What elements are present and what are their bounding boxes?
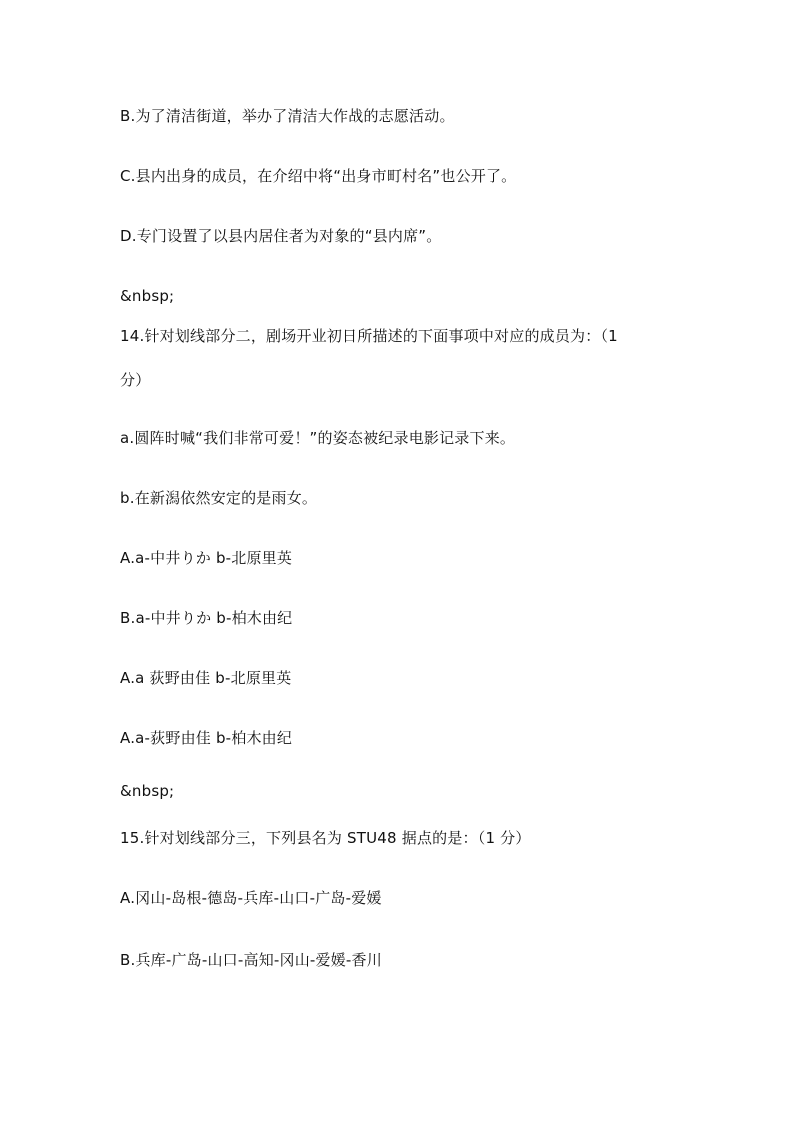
option-b-q15: B.兵库-广岛-山口-高知-冈山-爱媛-香川 (120, 951, 382, 969)
option-a2-q14: A.a 荻野由佳 b-北原里英 (120, 669, 292, 687)
option-a1-q14: A.a-中井りか b-北原里英 (120, 549, 293, 567)
question-15: 15.针对划线部分三，下列县名为 STU48 据点的是：（1 分） (120, 829, 531, 847)
item-b-q14: b.在新潟依然安定的是雨女。 (120, 489, 318, 507)
option-d-q13: D.专门设置了以县内居住者为对象的“县内席”。 (120, 227, 442, 245)
option-b-q14: B.a-中井りか b-柏木由纪 (120, 609, 293, 627)
nbsp-line: &nbsp; (120, 782, 175, 800)
question-14-continuation: 分） (120, 371, 151, 389)
nbsp-line: &nbsp; (120, 287, 175, 305)
item-a-q14: a.圆阵时喊“我们非常可爱！”的姿态被纪录电影记录下来。 (120, 429, 516, 447)
option-a3-q14: A.a-荻野由佳 b-柏木由纪 (120, 729, 293, 747)
option-b-q13: B.为了清洁街道，举办了清洁大作战的志愿活动。 (120, 107, 455, 125)
option-c-q13: C.县内出身的成员，在介绍中将“出身市町村名”也公开了。 (120, 167, 517, 185)
question-14: 14.针对划线部分二，剧场开业初日所描述的下面事项中对应的成员为：（1 (120, 327, 618, 345)
option-a-q15: A.冈山-岛根-德岛-兵库-山口-广岛-爱媛 (120, 889, 382, 907)
